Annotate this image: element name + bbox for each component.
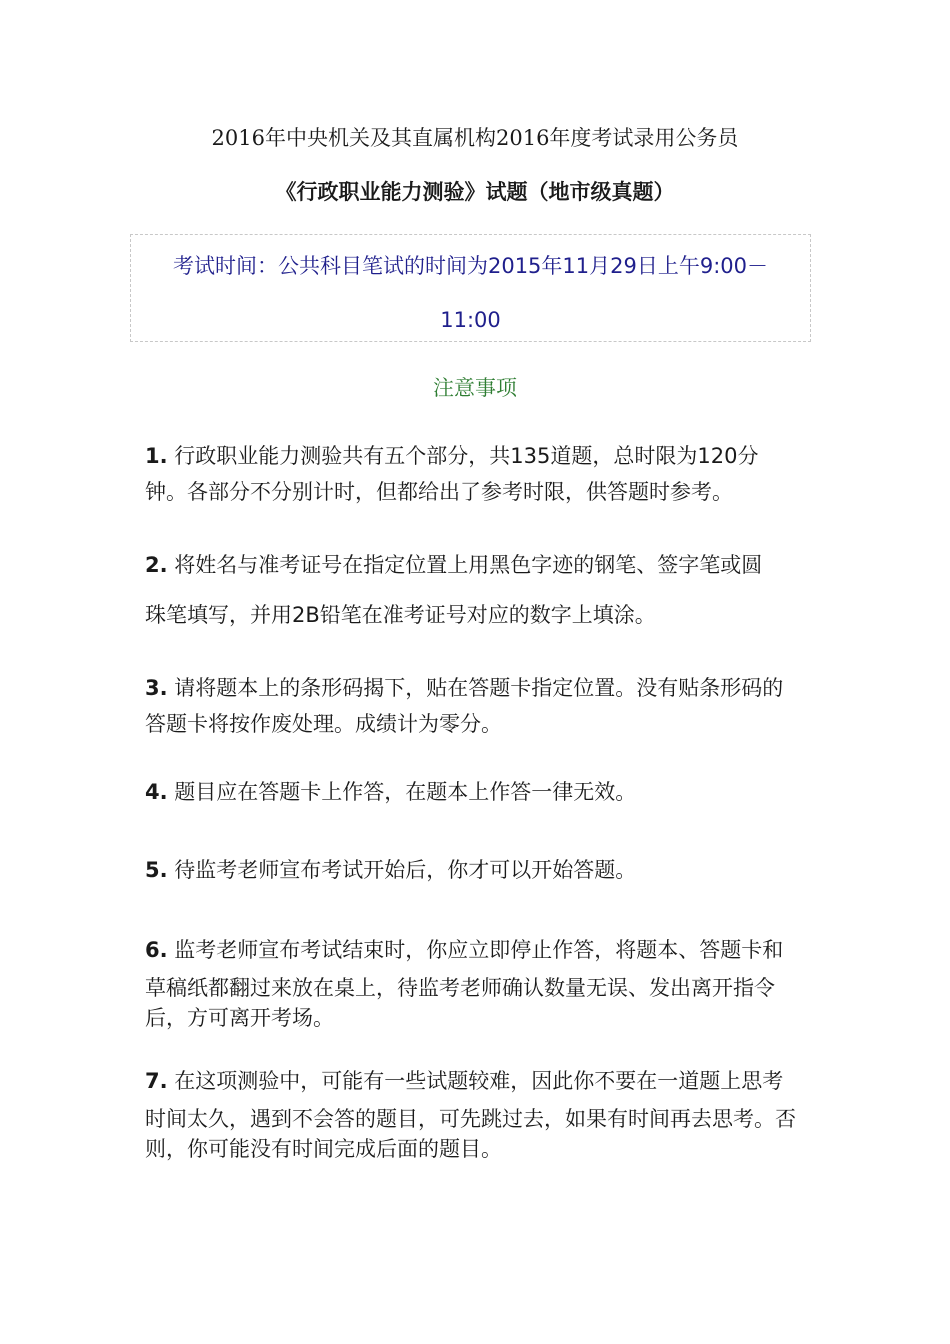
item-number: 7. — [145, 1069, 168, 1093]
item-text: 草稿纸都翻过来放在桌上，待监考老师确认数量无误、发出离开指令 — [145, 976, 775, 1000]
item-text: 则，你可能没有时间完成后面的题目。 — [145, 1137, 502, 1161]
item-text: 题目应在答题卡上作答，在题本上作答一律无效。 — [174, 780, 637, 804]
exam-time-line2: 11:00 — [440, 308, 501, 332]
exam-time-box — [130, 234, 811, 342]
item-number: 5. — [145, 858, 168, 882]
item-text: 钟。各部分不分别计时，但都给出了参考时限，供答题时参考。 — [145, 480, 733, 504]
notice-item-1 — [145, 438, 810, 510]
document-title-line2: 《行政职业能力测验》试题（地市级真题） — [275, 180, 675, 204]
item-number: 4. — [145, 780, 168, 804]
item-text: 在这项测验中，可能有一些试题较难，因此你不要在一道题上思考 — [174, 1069, 784, 1093]
item-text: 珠笔填写，并用2B铅笔在准考证号对应的数字上填涂。 — [145, 603, 656, 627]
notice-item-3 — [145, 670, 810, 742]
notice-item-2 — [145, 540, 810, 640]
item-text: 答题卡将按作废处理。成绩计为零分。 — [145, 712, 502, 736]
item-number: 1. — [145, 444, 168, 468]
item-text: 监考老师宣布考试结束时，你应立即停止作答，将题本、答题卡和 — [174, 938, 784, 962]
notice-item-5 — [145, 852, 810, 888]
document-title-line1: 2016年中央机关及其直属机构2016年度考试录用公务员 — [211, 126, 739, 150]
item-text: 时间太久，遇到不会答的题目，可先跳过去，如果有时间再去思考。否 — [145, 1107, 796, 1131]
notice-item-7 — [145, 1062, 810, 1168]
notice-item-4 — [145, 774, 810, 810]
item-number: 3. — [145, 676, 168, 700]
item-text: 请将题本上的条形码揭下，贴在答题卡指定位置。没有贴条形码的 — [174, 676, 784, 700]
notice-heading: 注意事项 — [433, 376, 517, 400]
exam-time-line1: 考试时间：公共科目笔试的时间为2015年11月29日上午9:00－ — [172, 254, 769, 278]
item-text: 行政职业能力测验共有五个部分，共135道题，总时限为120分 — [174, 444, 759, 468]
item-text: 将姓名与准考证号在指定位置上用黑色字迹的钢笔、签字笔或圆 — [174, 553, 763, 577]
item-number: 2. — [145, 553, 168, 577]
notice-item-6 — [145, 931, 810, 1037]
item-text: 后，方可离开考场。 — [145, 1006, 334, 1030]
item-text: 待监考老师宣布考试开始后，你才可以开始答题。 — [174, 858, 637, 882]
item-number: 6. — [145, 938, 168, 962]
